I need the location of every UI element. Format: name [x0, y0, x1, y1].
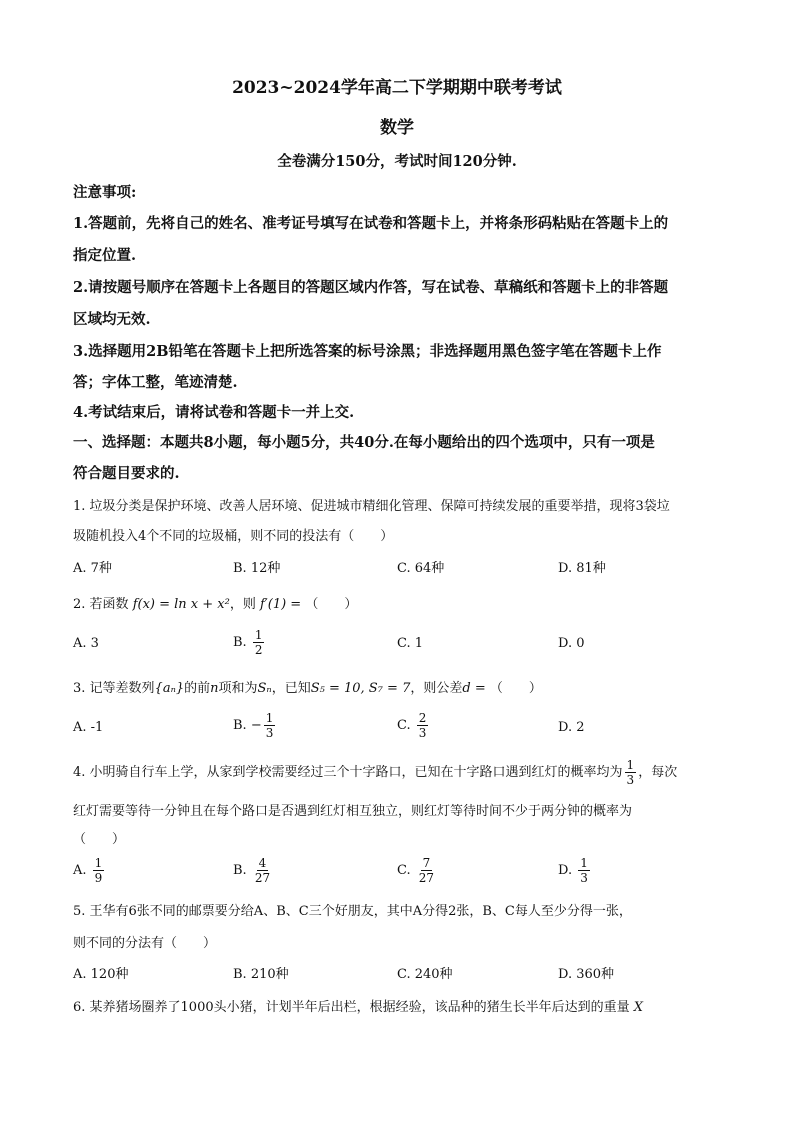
fraction-numerator: 1: [580, 856, 588, 870]
q3-option-b: [233, 711, 277, 740]
q2-derivative: f′(1) =: [259, 597, 302, 612]
q4-option-c: [397, 856, 438, 885]
q2-stem: [73, 593, 357, 612]
q2-function: f(x) = ln x + x²: [132, 597, 230, 612]
q3-paren: （ ）: [489, 681, 542, 696]
minus-sign: −: [250, 718, 262, 733]
q3-option-b-fraction: [264, 711, 276, 740]
q2-option-d: D. 0: [558, 636, 585, 651]
q5-option-c: C. 240种: [397, 967, 453, 982]
fraction-numerator: 2: [418, 711, 427, 725]
q2-option-b-fraction: [253, 628, 265, 657]
q5-option-a: A. 120种: [73, 967, 129, 982]
note-1-line-1: 1.答题前，先将自己的姓名、准考证号填写在试卷和答题卡上，并将条形码粘贴在答题卡上的: [73, 215, 669, 232]
q1-option-c: C. 64种: [397, 561, 445, 576]
q2-mid: ，则: [229, 597, 256, 612]
q5-line-2: 则不同的分法有（ ）: [73, 936, 217, 951]
fraction-denominator: 3: [418, 726, 427, 740]
fraction-denominator: 3: [265, 726, 274, 740]
q4-option-c-fraction: [417, 856, 436, 885]
q3-option-c: [397, 711, 430, 740]
q1-line-1: 1. 垃圾分类是保护环境、改善人居环境、促进城市精细化管理、保障可持续发展的重要举措，现将3袋垃: [73, 499, 670, 514]
q1-line-2: 圾随机投入4个不同的垃圾桶，则不同的投法有（ ）: [73, 529, 394, 544]
q3-text-4: ，则公差: [410, 681, 463, 696]
fraction-denominator: 3: [580, 871, 588, 885]
q4-option-a: [73, 856, 106, 885]
q3-text-2: 项和为: [218, 681, 258, 696]
q5-line-1: 5. 王华有6张不同的邮票要分给A、B、C三个好朋友，其中A分得2张，B、C每人至少分得一张，: [73, 904, 632, 919]
notes-heading: 注意事项:: [73, 184, 137, 201]
q6-variable-x: X: [633, 1000, 644, 1015]
q6-text: 6. 某养猪场圈养了1000头小猪，计划半年后出栏，根据经验，该品种的猪生长半年后达到的重量: [73, 1000, 630, 1015]
q4-line-1: [73, 758, 677, 787]
q3-n: n: [210, 681, 219, 696]
q3-option-d: D. 2: [558, 720, 585, 735]
q3-option-b-label: B.: [233, 718, 247, 733]
q4-line-2: 红灯需要等待一分钟且在每个路口是否遇到红灯相互独立，则红灯等待时间不少于两分钟的概率为: [73, 804, 633, 819]
q3-option-a: A. -1: [73, 720, 104, 735]
q3-condition: S₅ = 10, S₇ = 7: [310, 681, 411, 696]
q2-option-b: [233, 628, 266, 657]
fraction-numerator: 1: [254, 628, 263, 642]
q4-option-c-label: C.: [397, 863, 411, 878]
fraction-numerator: 1: [626, 758, 635, 772]
q1-option-b: B. 12种: [233, 561, 281, 576]
q2-paren: （ ）: [305, 597, 358, 612]
q3-text-3: ，已知: [271, 681, 311, 696]
q4-option-b-fraction: [253, 856, 272, 885]
q1-option-d: D. 81种: [558, 561, 606, 576]
q4-probability-fraction: [625, 758, 637, 787]
note-3-line-2: 答；字体工整，笔迹清楚.: [73, 374, 238, 391]
note-2-line-2: 区域均无效.: [73, 311, 151, 328]
q4-option-b-label: B.: [233, 863, 247, 878]
q4-option-d-fraction: [578, 856, 590, 885]
q2-option-a: A. 3: [73, 636, 99, 651]
note-2-line-1: 2.请按题号顺序在答题卡上各题目的答题区域内作答，写在试卷、草稿纸和答题卡上的非答题: [73, 279, 669, 296]
q4-option-a-label: A.: [73, 863, 87, 878]
section-1-line-2: 符合题目要求的.: [73, 465, 180, 482]
q4-line-1-suffix: ，每次: [638, 765, 678, 780]
note-1-line-2: 指定位置.: [73, 247, 137, 264]
q3-prefix: 3. 记等差数列: [73, 681, 155, 696]
subject-title: 数学: [380, 118, 414, 138]
fraction-numerator: 7: [422, 856, 431, 870]
fraction-numerator: 4: [258, 856, 267, 870]
q4-option-d-label: D.: [558, 863, 573, 878]
q6-line-1: [73, 996, 643, 1015]
fraction-denominator: 3: [626, 773, 635, 787]
q3-sn: Sₙ: [257, 681, 272, 696]
fraction-numerator: 1: [265, 711, 274, 725]
q4-option-b: [233, 856, 274, 885]
q2-option-b-label: B.: [233, 635, 247, 650]
fraction-denominator: 9: [94, 871, 103, 885]
q4-line-1-text: 4. 小明骑自行车上学，从家到学校需要经过三个十字路口，已知在十字路口遇到红灯的概率均为: [73, 765, 623, 780]
q5-option-d: D. 360种: [558, 967, 615, 982]
fraction-denominator: 27: [254, 871, 271, 885]
q3-d: d =: [462, 681, 486, 696]
q3-text-1: 的前: [184, 681, 211, 696]
q3-stem: [73, 677, 542, 696]
q3-option-c-label: C.: [397, 718, 411, 733]
q3-option-c-fraction: [417, 711, 429, 740]
q4-line-3: （ ）: [73, 832, 126, 847]
note-3-line-1: 3.选择题用2B铅笔在答题卡上把所选答案的标号涂黑；非选择题用黑色签字笔在答题卡上作: [73, 343, 662, 360]
section-1-line-1: 一、选择题：本题共8小题，每小题5分，共40分.在每小题给出的四个选项中，只有一项是: [73, 434, 655, 451]
q4-option-d: [558, 856, 592, 885]
fraction-denominator: 27: [418, 871, 435, 885]
q4-option-a-fraction: [93, 856, 105, 885]
note-4: 4.考试结束后，请将试卷和答题卡一并上交.: [73, 404, 355, 421]
fraction-denominator: 2: [254, 643, 263, 657]
exam-subtitle: 全卷满分150分，考试时间120分钟.: [277, 153, 517, 170]
q3-sequence: {aₙ}: [154, 681, 185, 696]
q5-option-b: B. 210种: [233, 967, 289, 982]
q2-option-c: C. 1: [397, 636, 424, 651]
exam-title: 2023~2024学年高二下学期期中联考考试: [232, 78, 562, 98]
q1-option-a: A. 7种: [73, 561, 112, 576]
q2-prefix: 2. 若函数: [73, 597, 129, 612]
fraction-numerator: 1: [94, 856, 103, 870]
